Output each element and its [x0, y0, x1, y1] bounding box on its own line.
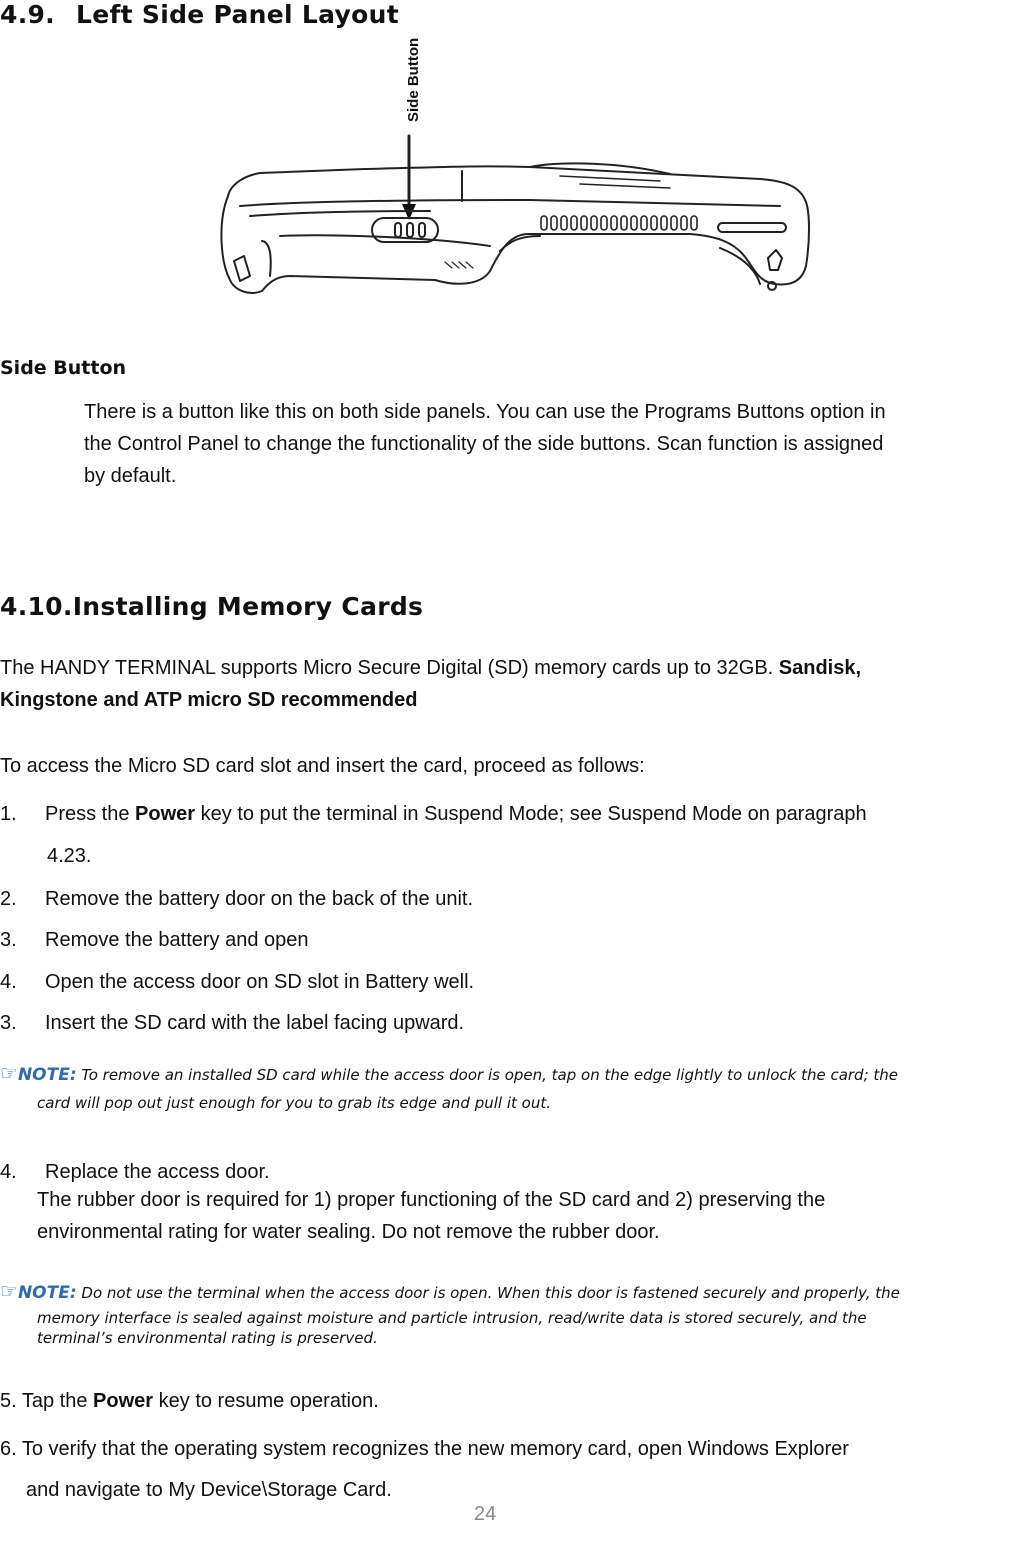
- side-button-description: [84, 396, 1012, 492]
- paragraph-line: the Control Panel to change the functionality of the side buttons. Scan function is assigned: [84, 433, 884, 455]
- power-key-label: Power: [135, 803, 196, 825]
- paragraph-line: There is a button like this on both side panels. You can use the Programs Buttons option in: [84, 401, 886, 423]
- note-label: NOTE:: [17, 1283, 77, 1303]
- section-heading-4-9: [0, 0, 399, 29]
- note-text: Do not use the terminal when the access door is open. When this door is fastened securely and properly, the: [76, 1284, 900, 1302]
- step-6: [0, 1428, 1012, 1512]
- power-key-label: Power: [93, 1390, 154, 1412]
- step-5: [0, 1385, 379, 1417]
- step-text: Insert the SD card with the label facing upward.: [45, 1012, 465, 1034]
- pointing-hand-icon: ☞: [0, 1279, 18, 1303]
- note-text: terminal’s environmental rating is preserved.: [37, 1329, 378, 1347]
- step-number: 4.: [0, 1161, 17, 1183]
- step-text: 6. To verify that the operating system recognizes the new memory card, open Windows Explorer: [0, 1438, 849, 1460]
- step-number: 3.: [0, 929, 17, 951]
- note-text: To remove an installed SD card while the access door is open, tap on the edge lightly to unlock the card; the: [76, 1066, 899, 1084]
- section-title: Left Side Panel Layout: [76, 0, 399, 29]
- note-text: card will pop out just enough for you to grab its edge and pull it out.: [37, 1094, 551, 1112]
- list-item: [0, 971, 474, 994]
- step-text: Replace the access door.: [45, 1161, 270, 1183]
- section-number: 4.9.: [0, 0, 55, 29]
- page-number: 24: [474, 1503, 497, 1525]
- step-text: Remove the battery door on the back of the unit.: [45, 888, 474, 910]
- list-item: [0, 929, 309, 952]
- section-heading-4-10: [0, 592, 423, 621]
- list-item-continuation: 4.23.: [47, 845, 92, 867]
- step-number: 2.: [0, 888, 17, 910]
- intro-text: The HANDY TERMINAL supports Micro Secure Digital (SD) memory cards up to 32GB.: [0, 657, 779, 679]
- replace-door-step: [0, 1156, 1012, 1248]
- access-instruction: To access the Micro SD card slot and insert the card, proceed as follows:: [0, 755, 645, 777]
- step-detail: The rubber door is required for 1) proper functioning of the SD card and 2) preserving the: [37, 1189, 826, 1211]
- intro-bold: Sandisk,: [778, 657, 862, 679]
- intro-paragraph: [0, 652, 1012, 716]
- step-text: Open the access door on SD slot in Battery well.: [45, 971, 475, 993]
- note-label: NOTE:: [17, 1065, 77, 1085]
- note-remove-card: [0, 1062, 1012, 1114]
- step-text: Press the: [45, 803, 136, 825]
- note-access-door: [0, 1280, 1012, 1348]
- step-number: 4.: [0, 971, 17, 993]
- step-number: 3.: [0, 1012, 17, 1034]
- step-text: key to put the terminal in Suspend Mode; see Suspend Mode on paragraph: [195, 803, 867, 825]
- device-side-panel-illustration: [200, 36, 820, 298]
- paragraph-line: by default.: [84, 465, 177, 487]
- list-item: [0, 803, 867, 826]
- step-number: 1.: [0, 803, 17, 825]
- step-detail: environmental rating for water sealing. Do not remove the rubber door.: [37, 1221, 660, 1243]
- section-title: Installing Memory Cards: [72, 592, 424, 621]
- section-number: 4.10.: [0, 592, 73, 621]
- pointing-hand-icon: ☞: [0, 1061, 18, 1085]
- note-text: memory interface is sealed against moisture and particle intrusion, read/write data is stored securely, and the: [37, 1309, 867, 1327]
- step-text: Remove the battery and open: [45, 929, 309, 951]
- step-text: 5. Tap the: [0, 1390, 94, 1412]
- list-item: [0, 888, 473, 911]
- intro-bold-line: Kingstone and ATP micro SD recommended: [0, 689, 418, 711]
- side-button-heading: Side Button: [0, 357, 127, 379]
- side-button-callout-label: Side Button: [405, 37, 422, 122]
- list-item: [0, 1012, 464, 1035]
- step-text: key to resume operation.: [153, 1390, 379, 1412]
- step-text: and navigate to My Device\Storage Card.: [26, 1479, 392, 1501]
